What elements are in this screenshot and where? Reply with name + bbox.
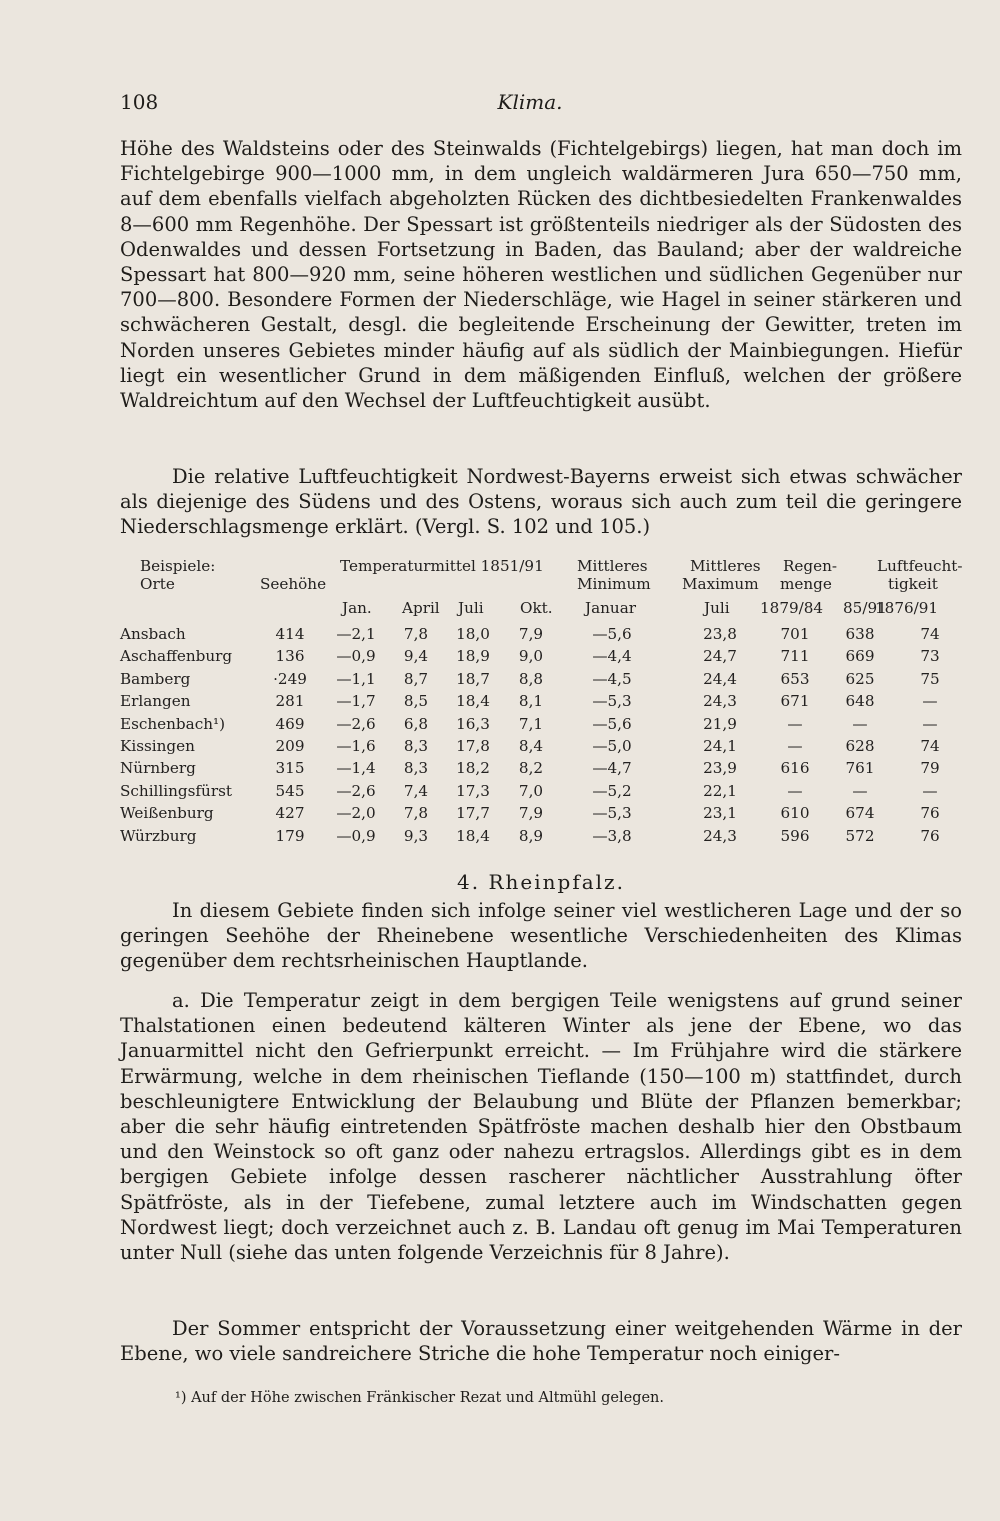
cell-regen-1885: 648 xyxy=(845,692,875,711)
climate-table xyxy=(120,557,962,847)
cell-seehoehe: ·249 xyxy=(273,669,307,688)
table-row xyxy=(120,690,962,712)
header-jan: Jan. xyxy=(342,599,372,617)
cell-regen-1885: — xyxy=(852,714,868,733)
header-max-sub: Maximum xyxy=(682,575,759,593)
header-orte: Orte xyxy=(140,575,175,593)
cell-juli: 18,7 xyxy=(456,669,490,688)
cell-luft: — xyxy=(922,781,938,800)
section-heading: 4. Rheinpfalz. xyxy=(457,870,625,894)
cell-seehoehe: 469 xyxy=(275,714,305,733)
cell-regen-1879: 610 xyxy=(780,804,810,823)
cell-min-januar: —5,3 xyxy=(592,692,632,711)
header-luft-period: 1876/91 xyxy=(875,599,939,617)
header-okt: Okt. xyxy=(520,599,553,617)
cell-regen-1879: 701 xyxy=(780,625,810,643)
cell-luft: — xyxy=(922,714,938,733)
cell-min-januar: —5,6 xyxy=(592,714,632,733)
cell-jan: —0,9 xyxy=(336,647,376,666)
cell-min-januar: —5,3 xyxy=(592,804,632,823)
cell-max-juli: 21,9 xyxy=(703,714,737,733)
header-max-month: Juli xyxy=(704,599,730,617)
cell-seehoehe: 545 xyxy=(275,781,305,800)
cell-min-januar: —5,0 xyxy=(592,736,632,755)
cell-april: 8,3 xyxy=(403,736,429,755)
table-row xyxy=(120,668,962,690)
cell-max-juli: 24,4 xyxy=(703,669,737,688)
cell-april: 6,8 xyxy=(403,714,429,733)
cell-regen-1885: 761 xyxy=(845,759,875,778)
paragraph-4 xyxy=(120,988,962,1265)
cell-regen-1879: 671 xyxy=(780,692,810,711)
cell-okt: 7,9 xyxy=(518,625,544,643)
cell-regen-1879: 711 xyxy=(780,647,810,666)
cell-luft: 75 xyxy=(920,669,940,688)
page-number: 108 xyxy=(120,90,159,114)
table-row xyxy=(120,825,962,847)
cell-seehoehe: 315 xyxy=(275,759,305,778)
cell-okt: 8,1 xyxy=(518,692,544,711)
paragraph-2 xyxy=(120,464,962,540)
cell-max-juli: 24,1 xyxy=(703,736,737,755)
header-regen-sub: menge xyxy=(780,575,832,593)
header-regen-p1: 1879/84 xyxy=(760,599,824,617)
cell-seehoehe: 136 xyxy=(275,647,305,666)
cell-jan: —2,6 xyxy=(336,714,376,733)
cell-okt: 8,9 xyxy=(518,826,544,845)
cell-seehoehe: 179 xyxy=(275,826,305,845)
table-row xyxy=(120,780,962,802)
cell-okt: 8,2 xyxy=(518,759,544,778)
cell-juli: 18,4 xyxy=(456,692,490,711)
cell-april: 9,3 xyxy=(403,826,429,845)
header-temp-title: Temperaturmittel 1851/91 xyxy=(340,557,544,575)
running-title: Klima. xyxy=(497,90,563,114)
cell-juli: 17,3 xyxy=(456,781,490,800)
cell-regen-1879: — xyxy=(787,714,803,733)
footnote: ¹) Auf der Höhe zwischen Fränkischer Rezat und Altmühl gelegen. xyxy=(175,1390,664,1406)
cell-ort: Ansbach xyxy=(120,625,186,643)
paragraph-4-text: a. Die Temperatur zeigt in dem bergigen Teile wenigstens auf grund seiner Thalstationen einen bedeutend kälteren Winter als jene der Ebene, wo das Januarmittel nicht den Gefrierpunkt erreicht. — Im Frühjahre wird die stärkere Erwärmung, welche in dem rheinischen Tieflande (150—100 m) stattfindet, durch beschleunigtere Entwicklung der Belaubung und Blüte der Pflanzen bemerkbar; aber die sehr häufig eintretenden Spätfröste machen deshalb hier den Obstbaum und den Weinstock so oft ganz oder nahezu ertragslos. Allerdings gibt es in dem bergigen Gebiete infolge dessen rascherer nächtlicher Ausstrahlung öfter Spätfröste, als in der Tiefebene, zumal letztere auch im Windschatten gegen Nordwest liegt; doch verzeichnet auch z. B. Landau oft genug im Mai Temperaturen unter Null (siehe das unten folgende Verzeichnis für 8 Jahre). xyxy=(120,989,962,1265)
cell-ort: Kissingen xyxy=(120,736,195,755)
cell-min-januar: —4,4 xyxy=(592,647,632,666)
cell-okt: 7,9 xyxy=(518,804,544,823)
header-min-month: Januar xyxy=(585,599,637,617)
cell-jan: —1,4 xyxy=(336,759,376,778)
cell-luft: 79 xyxy=(920,759,940,778)
cell-seehoehe: 427 xyxy=(275,804,305,823)
cell-juli: 18,2 xyxy=(456,759,490,778)
cell-regen-1885: 628 xyxy=(845,736,875,755)
cell-luft: 74 xyxy=(920,736,940,755)
header-regen-p2: 85/91 xyxy=(843,599,887,617)
paragraph-2-text: Die relative Luftfeuchtigkeit Nordwest-Bayerns erweist sich etwas schwächer als diejenige des Südens und des Ostens, woraus sich auch zum teil die geringere Niederschlagsmenge erklärt. (Vergl. S. 102 und 105.) xyxy=(120,465,962,539)
cell-okt: 8,4 xyxy=(518,736,544,755)
header-regen-title: Regen- xyxy=(783,557,838,575)
header-min-sub: Minimum xyxy=(577,575,651,593)
cell-seehoehe: 209 xyxy=(275,736,305,755)
header-juli: Juli xyxy=(458,599,484,617)
cell-min-januar: —4,7 xyxy=(592,759,632,778)
cell-ort: Erlangen xyxy=(120,692,191,711)
cell-april: 8,5 xyxy=(403,692,429,711)
paragraph-3 xyxy=(120,898,962,974)
cell-min-januar: —5,6 xyxy=(592,625,632,643)
cell-regen-1885: 638 xyxy=(845,625,875,643)
cell-ort: Würzburg xyxy=(120,826,197,845)
cell-jan: —0,9 xyxy=(336,826,376,845)
cell-april: 7,8 xyxy=(403,804,429,823)
cell-jan: —1,7 xyxy=(336,692,376,711)
header-seehoehe: Seehöhe xyxy=(260,575,327,593)
cell-jan: —1,1 xyxy=(336,669,376,688)
cell-ort: Schillingsfürst xyxy=(120,781,232,800)
cell-max-juli: 23,9 xyxy=(703,759,737,778)
cell-regen-1879: 596 xyxy=(780,826,810,845)
paragraph-5 xyxy=(120,1316,962,1366)
cell-april: 8,7 xyxy=(403,669,429,688)
cell-min-januar: —5,2 xyxy=(592,781,632,800)
cell-max-juli: 24,7 xyxy=(703,647,737,666)
cell-regen-1879: — xyxy=(787,781,803,800)
cell-regen-1879: 616 xyxy=(780,759,810,778)
table-row xyxy=(120,735,962,757)
table-row xyxy=(120,802,962,824)
cell-jan: —2,6 xyxy=(336,781,376,800)
cell-april: 7,4 xyxy=(403,781,429,800)
cell-ort: Aschaffenburg xyxy=(120,647,233,666)
cell-regen-1885: 674 xyxy=(845,804,875,823)
header-luft-sub: tigkeit xyxy=(888,575,938,593)
header-max-title: Mittleres xyxy=(690,557,761,575)
cell-april: 9,4 xyxy=(403,647,429,666)
cell-max-juli: 23,1 xyxy=(703,804,737,823)
cell-min-januar: —4,5 xyxy=(592,669,632,688)
cell-jan: —1,6 xyxy=(336,736,376,755)
cell-regen-1879: — xyxy=(787,736,803,755)
cell-okt: 7,0 xyxy=(518,781,544,800)
cell-seehoehe: 414 xyxy=(275,625,305,643)
cell-juli: 18,9 xyxy=(456,647,490,666)
cell-luft: 74 xyxy=(920,625,940,643)
cell-juli: 17,7 xyxy=(456,804,490,823)
cell-ort: Eschenbach¹) xyxy=(120,714,226,733)
cell-max-juli: 23,8 xyxy=(703,625,737,643)
cell-ort: Bamberg xyxy=(120,669,191,688)
cell-juli: 16,3 xyxy=(456,714,490,733)
cell-luft: — xyxy=(922,692,938,711)
cell-okt: 8,8 xyxy=(518,669,544,688)
table-row xyxy=(120,713,962,735)
cell-regen-1885: 669 xyxy=(845,647,875,666)
table-row xyxy=(120,757,962,779)
cell-max-juli: 24,3 xyxy=(703,826,737,845)
cell-jan: —2,0 xyxy=(336,804,376,823)
cell-ort: Nürnberg xyxy=(120,759,196,778)
header-beispiele: Beispiele: xyxy=(140,557,216,575)
cell-okt: 9,0 xyxy=(518,647,544,666)
cell-luft: 76 xyxy=(920,804,940,823)
cell-max-juli: 24,3 xyxy=(703,692,737,711)
cell-regen-1885: 572 xyxy=(845,826,875,845)
cell-april: 8,3 xyxy=(403,759,429,778)
cell-luft: 73 xyxy=(920,647,940,666)
cell-ort: Weißenburg xyxy=(120,804,214,823)
paragraph-3-text: In diesem Gebiete finden sich infolge seiner viel westlicheren Lage und der so geringen Seehöhe der Rheinebene wesentliche Verschiedenheiten des Klimas gegenüber dem rechtsrheinischen Hauptlande. xyxy=(120,899,962,973)
table-header xyxy=(120,557,962,623)
header-min-title: Mittleres xyxy=(577,557,648,575)
cell-jan: —2,1 xyxy=(336,625,376,643)
cell-regen-1885: — xyxy=(852,781,868,800)
paragraph-1-text: Höhe des Waldsteins oder des Steinwalds (Fichtelgebirgs) liegen, hat man doch im Fichtelgebirge 900—1000 mm, in dem ungleich waldärmeren Jura 650—750 mm, auf dem ebenfalls vielfach abgeholzten Rücken des dichtbesiedelten Frankenwaldes 8—600 mm Regenhöhe. Der Spessart ist größtenteils niedriger als der Südosten des Odenwaldes und dessen Fortsetzung in Baden, das Bauland; aber der waldreiche Spessart hat 800—920 mm, seine höheren westlichen und südlichen Gegenüber nur 700—800. Besondere Formen der Niederschläge, wie Hagel in seiner stärkeren und schwächeren Gestalt, desgl. die begleitende Erscheinung der Gewitter, treten im Norden unseres Gebietes minder häufig auf als südlich der Mainbiegungen. Hiefür liegt ein wesentlicher Grund in dem mäßigenden Einfluß, welchen der größere Waldreichtum auf den Wechsel der Luftfeuchtigkeit ausübt. xyxy=(120,137,962,413)
table-row xyxy=(120,645,962,667)
cell-min-januar: —3,8 xyxy=(592,826,632,845)
table-body xyxy=(120,623,962,847)
cell-regen-1879: 653 xyxy=(780,669,810,688)
header-luft-title: Luftfeucht- xyxy=(877,557,963,575)
cell-april: 7,8 xyxy=(403,625,429,643)
cell-juli: 18,0 xyxy=(456,625,490,643)
paragraph-5-text: Der Sommer entspricht der Voraussetzung einer weitgehenden Wärme in der Ebene, wo viele sandreichere Striche die hohe Temperatur noch einiger- xyxy=(120,1317,962,1366)
header-april: April xyxy=(402,599,440,617)
cell-luft: 76 xyxy=(920,826,940,845)
cell-juli: 18,4 xyxy=(456,826,490,845)
cell-max-juli: 22,1 xyxy=(703,781,737,800)
cell-okt: 7,1 xyxy=(518,714,544,733)
cell-regen-1885: 625 xyxy=(845,669,875,688)
table-row xyxy=(120,623,962,645)
cell-juli: 17,8 xyxy=(456,736,490,755)
paragraph-1 xyxy=(120,136,962,413)
cell-seehoehe: 281 xyxy=(275,692,305,711)
